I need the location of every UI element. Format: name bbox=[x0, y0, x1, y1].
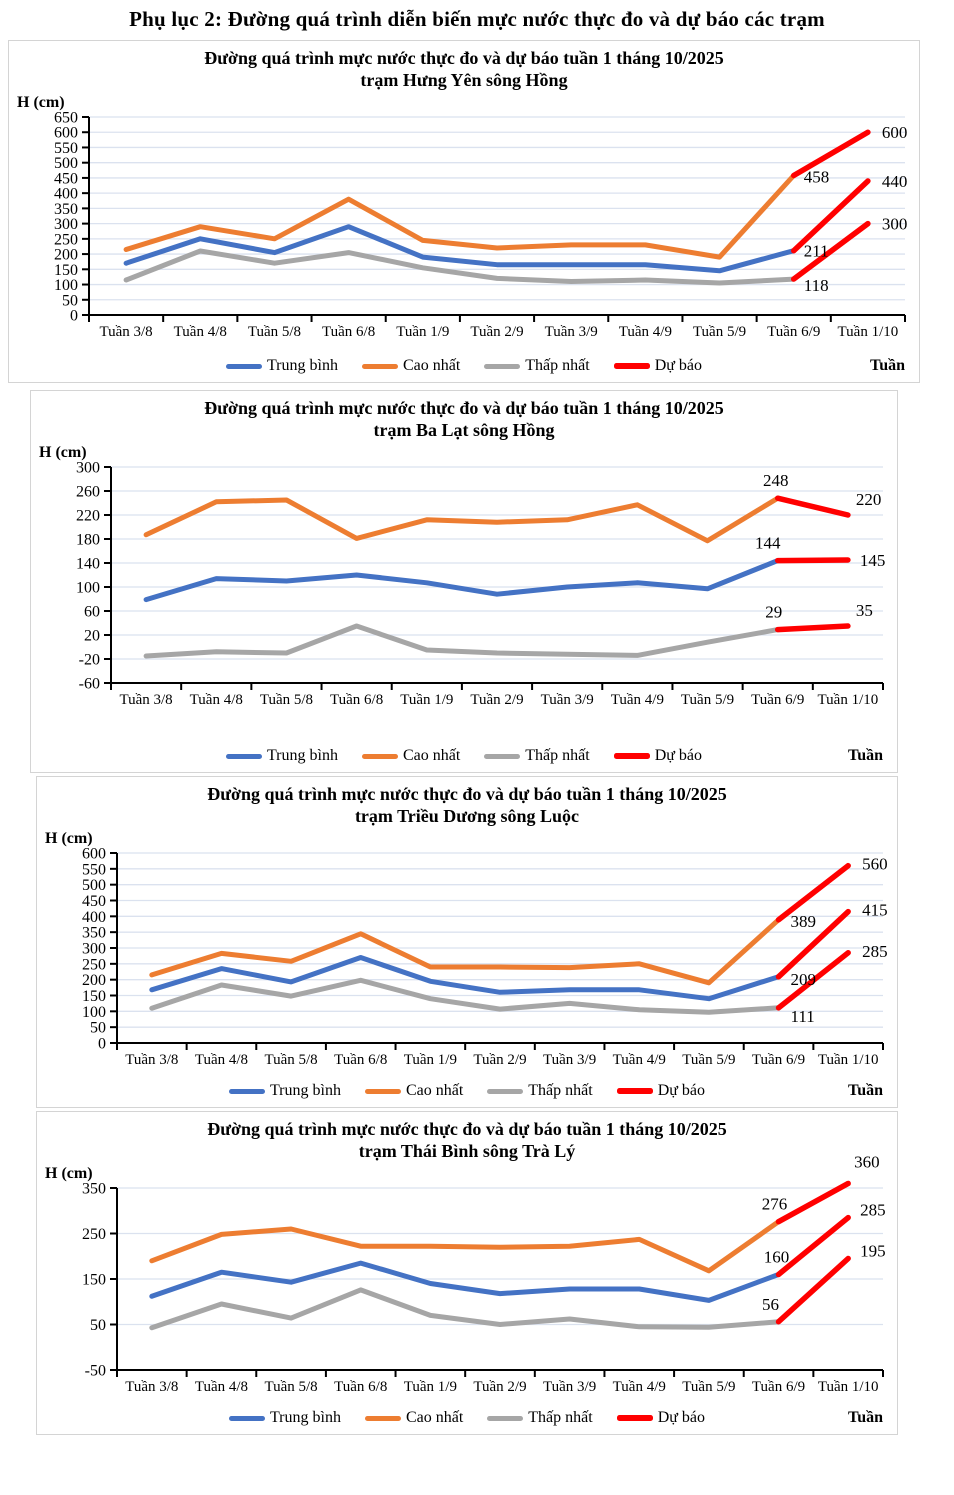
data-label: 300 bbox=[881, 214, 908, 234]
data-label: 360 bbox=[854, 1152, 880, 1172]
legend-item-trung-binh bbox=[226, 357, 338, 375]
y-tick-label: 260 bbox=[76, 483, 100, 501]
data-label: 276 bbox=[761, 1194, 788, 1214]
x-tick-label: Tuần 6/9 bbox=[751, 692, 805, 708]
forecast-line-Cao nhất bbox=[779, 1183, 849, 1221]
y-tick-label: 400 bbox=[82, 908, 106, 926]
legend-swatch-thap-nhat bbox=[487, 1089, 523, 1094]
x-tick-label: Tuần 5/9 bbox=[692, 324, 747, 340]
legend-swatch-du-bao bbox=[614, 363, 650, 369]
data-label: 56 bbox=[762, 1294, 780, 1314]
data-label: 195 bbox=[860, 1241, 886, 1261]
y-tick-label: 150 bbox=[82, 1271, 106, 1289]
chart-canvas-trieu-duong bbox=[37, 827, 895, 1077]
y-tick-label: 300 bbox=[76, 459, 100, 477]
legend-label: Thấp nhất bbox=[525, 357, 590, 374]
x-tick-label: Tuần 5/8 bbox=[264, 1052, 318, 1068]
x-tick-label: Tuần 6/8 bbox=[322, 324, 376, 340]
legend-item-thap-nhat bbox=[484, 747, 589, 765]
y-tick-label: 200 bbox=[82, 972, 106, 990]
series-line-Cao nhất bbox=[146, 498, 778, 541]
chart-title bbox=[31, 391, 897, 441]
y-tick-label: 200 bbox=[54, 246, 78, 264]
legend-swatch-du-bao bbox=[617, 1088, 653, 1094]
legend-label: Dự báo bbox=[657, 1082, 706, 1099]
x-tick-label: Tuần 1/9 bbox=[403, 1379, 457, 1395]
legend-item-cao-nhat bbox=[365, 1082, 463, 1100]
data-label: 560 bbox=[862, 854, 888, 874]
y-tick-label: 450 bbox=[54, 170, 78, 188]
y-tick-label: -60 bbox=[78, 675, 100, 693]
legend-label: Trung bình bbox=[269, 1409, 341, 1426]
series-line-Thấp nhất bbox=[146, 626, 778, 656]
legend-swatch-cao-nhat bbox=[362, 754, 398, 759]
chart-legend bbox=[9, 355, 919, 382]
y-tick-label: 180 bbox=[76, 531, 100, 549]
forecast-line-Thấp nhất bbox=[778, 626, 848, 630]
y-axis-title: H (cm) bbox=[45, 830, 93, 847]
x-tick-label: Tuần 1/10 bbox=[817, 1052, 879, 1068]
data-label: 285 bbox=[862, 941, 888, 961]
x-tick-label: Tuần 1/9 bbox=[396, 324, 450, 340]
legend-label: Thấp nhất bbox=[528, 1082, 593, 1099]
x-tick-label: Tuần 3/8 bbox=[125, 1052, 179, 1068]
y-tick-label: 500 bbox=[54, 155, 78, 173]
legend-item-du-bao bbox=[617, 1082, 705, 1100]
data-label: 111 bbox=[790, 1006, 815, 1026]
x-tick-label: Tuần 6/9 bbox=[767, 324, 821, 340]
x-tick-label: Tuần 3/9 bbox=[543, 1052, 597, 1068]
y-tick-label: 650 bbox=[54, 109, 78, 127]
y-tick-label: 500 bbox=[82, 877, 106, 895]
data-label: 118 bbox=[803, 276, 829, 296]
x-tick-label: Tuần 4/8 bbox=[194, 1052, 249, 1068]
x-tick-label: Tuần 5/9 bbox=[680, 692, 735, 708]
legend-label: Dự báo bbox=[654, 747, 703, 764]
x-tick-label: Tuần 4/8 bbox=[194, 1379, 249, 1395]
y-tick-label: 60 bbox=[84, 603, 100, 621]
legend-label: Cao nhất bbox=[402, 747, 461, 764]
chart-canvas-thai-binh bbox=[37, 1152, 895, 1404]
legend-item-du-bao bbox=[614, 747, 702, 765]
data-label: 458 bbox=[803, 167, 830, 187]
forecast-line-Trung bình bbox=[794, 181, 868, 251]
legend-label: Dự báo bbox=[657, 1409, 706, 1426]
y-tick-label: 220 bbox=[76, 507, 100, 525]
y-axis-title: H (cm) bbox=[45, 1165, 93, 1182]
chart-title-line1: Đường quá trình mực nước thực đo và dự báo tuần 1 tháng 10/2025 bbox=[207, 1119, 727, 1139]
chart-title bbox=[37, 777, 897, 827]
x-tick-label: Tuần 4/9 bbox=[612, 1379, 666, 1395]
chart-title-line1: Đường quá trình mực nước thực đo và dự báo tuần 1 tháng 10/2025 bbox=[204, 48, 724, 68]
y-tick-label: 350 bbox=[82, 924, 106, 942]
x-tick-label: Tuần 2/9 bbox=[470, 692, 524, 708]
x-tick-label: Tuần 1/9 bbox=[400, 692, 454, 708]
legend-swatch-thap-nhat bbox=[484, 364, 520, 369]
chart-title-line2: trạm Triều Dương sông Luộc bbox=[354, 806, 580, 826]
y-tick-label: 150 bbox=[82, 988, 106, 1005]
legend-label: Cao nhất bbox=[402, 357, 461, 374]
chart-title bbox=[9, 41, 919, 91]
x-axis-title: Tuần bbox=[848, 1082, 883, 1099]
y-tick-label: 100 bbox=[82, 1003, 106, 1021]
legend-label: Trung bình bbox=[266, 747, 338, 764]
x-tick-label: Tuần 1/10 bbox=[817, 692, 879, 708]
x-tick-label: Tuần 3/9 bbox=[540, 692, 594, 708]
y-tick-label: 0 bbox=[98, 1035, 106, 1053]
forecast-line-Trung bình bbox=[778, 560, 848, 561]
y-tick-label: 300 bbox=[54, 216, 78, 234]
chart-legend bbox=[31, 745, 897, 772]
data-label: 389 bbox=[790, 911, 817, 931]
legend-swatch-cao-nhat bbox=[365, 1089, 401, 1094]
legend-item-trung-binh bbox=[226, 747, 338, 765]
x-axis-title: Tuần bbox=[848, 1409, 883, 1426]
chart-box-hung-yen bbox=[8, 40, 920, 383]
x-tick-label: Tuần 3/8 bbox=[125, 1379, 179, 1395]
legend-swatch-du-bao bbox=[614, 753, 650, 759]
legend-item-du-bao bbox=[614, 357, 702, 375]
x-tick-label: Tuần 6/8 bbox=[330, 692, 384, 708]
y-tick-label: 350 bbox=[82, 1180, 106, 1198]
x-tick-label: Tuần 4/8 bbox=[189, 692, 243, 708]
legend-label: Trung bình bbox=[269, 1082, 341, 1099]
data-label: 600 bbox=[881, 123, 908, 143]
legend-item-trung-binh bbox=[229, 1409, 341, 1427]
x-tick-label: Tuần 4/8 bbox=[173, 324, 227, 340]
series-line-Trung bình bbox=[146, 561, 778, 600]
legend-item-du-bao bbox=[617, 1409, 705, 1427]
y-tick-label: 600 bbox=[82, 845, 106, 863]
x-tick-label: Tuần 1/10 bbox=[837, 324, 899, 340]
x-tick-label: Tuần 6/9 bbox=[751, 1379, 806, 1395]
y-tick-label: 50 bbox=[62, 292, 78, 310]
y-axis-title: H (cm) bbox=[39, 444, 87, 461]
x-tick-label: Tuần 2/9 bbox=[473, 1052, 527, 1068]
legend-swatch-cao-nhat bbox=[365, 1416, 401, 1421]
legend-swatch-thap-nhat bbox=[484, 754, 520, 759]
chart-box-ba-lat bbox=[30, 390, 898, 773]
legend-item-cao-nhat bbox=[365, 1409, 463, 1427]
x-tick-label: Tuần 5/8 bbox=[247, 324, 302, 340]
legend-swatch-trung-binh bbox=[226, 754, 262, 759]
x-tick-label: Tuần 6/8 bbox=[334, 1379, 388, 1395]
legend-item-cao-nhat bbox=[362, 357, 460, 375]
x-tick-label: Tuần 4/9 bbox=[612, 1052, 666, 1068]
x-tick-label: Tuần 6/8 bbox=[334, 1052, 388, 1068]
y-tick-label: -50 bbox=[84, 1362, 106, 1380]
y-tick-label: 50 bbox=[90, 1317, 106, 1334]
legend-item-thap-nhat bbox=[487, 1409, 592, 1427]
x-tick-label: Tuần 5/9 bbox=[682, 1052, 736, 1068]
data-label: 415 bbox=[862, 900, 888, 920]
y-tick-label: 150 bbox=[54, 261, 78, 279]
data-label: 440 bbox=[881, 171, 908, 191]
y-tick-label: 300 bbox=[82, 940, 106, 958]
x-tick-label: Tuần 5/8 bbox=[264, 1379, 318, 1395]
data-label: 144 bbox=[754, 533, 781, 553]
y-tick-label: 350 bbox=[54, 200, 78, 218]
chart-legend bbox=[37, 1407, 897, 1434]
page-title: Phụ lục 2: Đường quá trình diễn biến mực nước thực đo và dự báo các trạm bbox=[129, 7, 825, 31]
series-line-Cao nhất bbox=[152, 1222, 779, 1271]
y-tick-label: 250 bbox=[82, 956, 106, 974]
x-tick-label: Tuần 4/9 bbox=[618, 324, 672, 340]
legend-label: Trung bình bbox=[266, 357, 338, 374]
y-tick-label: 600 bbox=[54, 124, 78, 142]
chart-box-thai-binh bbox=[36, 1111, 898, 1435]
data-label: 220 bbox=[855, 490, 882, 509]
data-label: 211 bbox=[803, 241, 829, 261]
legend-swatch-cao-nhat bbox=[362, 364, 398, 369]
series-line-Trung bình bbox=[152, 1263, 779, 1300]
x-tick-label: Tuần 1/9 bbox=[403, 1052, 457, 1068]
legend-label: Thấp nhất bbox=[525, 747, 590, 764]
chart-legend bbox=[37, 1080, 897, 1107]
x-tick-label: Tuần 3/9 bbox=[543, 1379, 597, 1395]
chart-title bbox=[37, 1112, 897, 1162]
x-tick-label: Tuần 1/10 bbox=[817, 1379, 879, 1395]
legend-item-thap-nhat bbox=[487, 1082, 592, 1100]
chart-title-line2: trạm Ba Lạt sông Hồng bbox=[373, 420, 555, 440]
data-label: 285 bbox=[860, 1200, 886, 1220]
data-label: 160 bbox=[763, 1247, 790, 1267]
legend-label: Cao nhất bbox=[405, 1082, 464, 1099]
forecast-line-Cao nhất bbox=[778, 498, 848, 515]
y-tick-label: 0 bbox=[70, 307, 78, 325]
y-tick-label: 140 bbox=[76, 555, 100, 573]
y-tick-label: 250 bbox=[54, 231, 78, 249]
y-tick-label: -20 bbox=[78, 651, 100, 669]
data-label: 145 bbox=[859, 551, 886, 570]
y-axis-title: H (cm) bbox=[17, 94, 65, 111]
y-tick-label: 50 bbox=[90, 1019, 106, 1037]
x-tick-label: Tuần 4/9 bbox=[610, 692, 664, 708]
chart-canvas-hung-yen bbox=[9, 91, 917, 349]
x-tick-label: Tuần 3/9 bbox=[544, 324, 598, 340]
chart-title-line2: trạm Hưng Yên sông Hồng bbox=[360, 70, 568, 90]
y-tick-label: 100 bbox=[54, 277, 78, 295]
legend-swatch-trung-binh bbox=[226, 364, 262, 369]
chart-title-line2: trạm Thái Bình sông Trà Lý bbox=[358, 1141, 576, 1161]
data-label: 248 bbox=[762, 471, 789, 491]
data-label: 209 bbox=[790, 969, 817, 989]
x-axis-title: Tuần bbox=[848, 747, 883, 764]
x-tick-label: Tuần 3/8 bbox=[99, 324, 153, 340]
y-tick-label: 400 bbox=[54, 185, 78, 203]
chart-box-trieu-duong bbox=[36, 776, 898, 1108]
x-tick-label: Tuần 5/9 bbox=[682, 1379, 736, 1395]
legend-item-trung-binh bbox=[229, 1082, 341, 1100]
x-tick-label: Tuần 3/8 bbox=[119, 692, 173, 708]
data-label: 29 bbox=[765, 602, 783, 622]
legend-swatch-trung-binh bbox=[229, 1416, 265, 1421]
data-label: 35 bbox=[855, 601, 873, 620]
report-page bbox=[0, 7, 954, 1495]
x-tick-label: Tuần 6/9 bbox=[751, 1052, 806, 1068]
x-tick-label: Tuần 5/8 bbox=[259, 692, 314, 708]
y-tick-label: 20 bbox=[84, 627, 100, 645]
legend-item-cao-nhat bbox=[362, 747, 460, 765]
chart-title-line1: Đường quá trình mực nước thực đo và dự báo tuần 1 tháng 10/2025 bbox=[207, 784, 727, 804]
chart-title-line1: Đường quá trình mực nước thực đo và dự báo tuần 1 tháng 10/2025 bbox=[204, 398, 724, 418]
x-tick-label: Tuần 2/9 bbox=[470, 324, 524, 340]
y-tick-label: 550 bbox=[54, 139, 78, 157]
y-tick-label: 450 bbox=[82, 893, 106, 910]
legend-item-thap-nhat bbox=[484, 357, 589, 375]
legend-label: Dự báo bbox=[654, 357, 703, 374]
x-axis-title: Tuần bbox=[870, 357, 905, 374]
legend-swatch-thap-nhat bbox=[487, 1416, 523, 1421]
legend-swatch-du-bao bbox=[617, 1415, 653, 1421]
y-tick-label: 550 bbox=[82, 861, 106, 879]
legend-swatch-trung-binh bbox=[229, 1089, 265, 1094]
y-tick-label: 100 bbox=[76, 579, 100, 597]
x-tick-label: Tuần 2/9 bbox=[473, 1379, 527, 1395]
legend-label: Cao nhất bbox=[405, 1409, 464, 1426]
legend-label: Thấp nhất bbox=[528, 1409, 593, 1426]
y-tick-label: 250 bbox=[82, 1226, 106, 1243]
chart-canvas-ba-lat bbox=[31, 441, 895, 717]
